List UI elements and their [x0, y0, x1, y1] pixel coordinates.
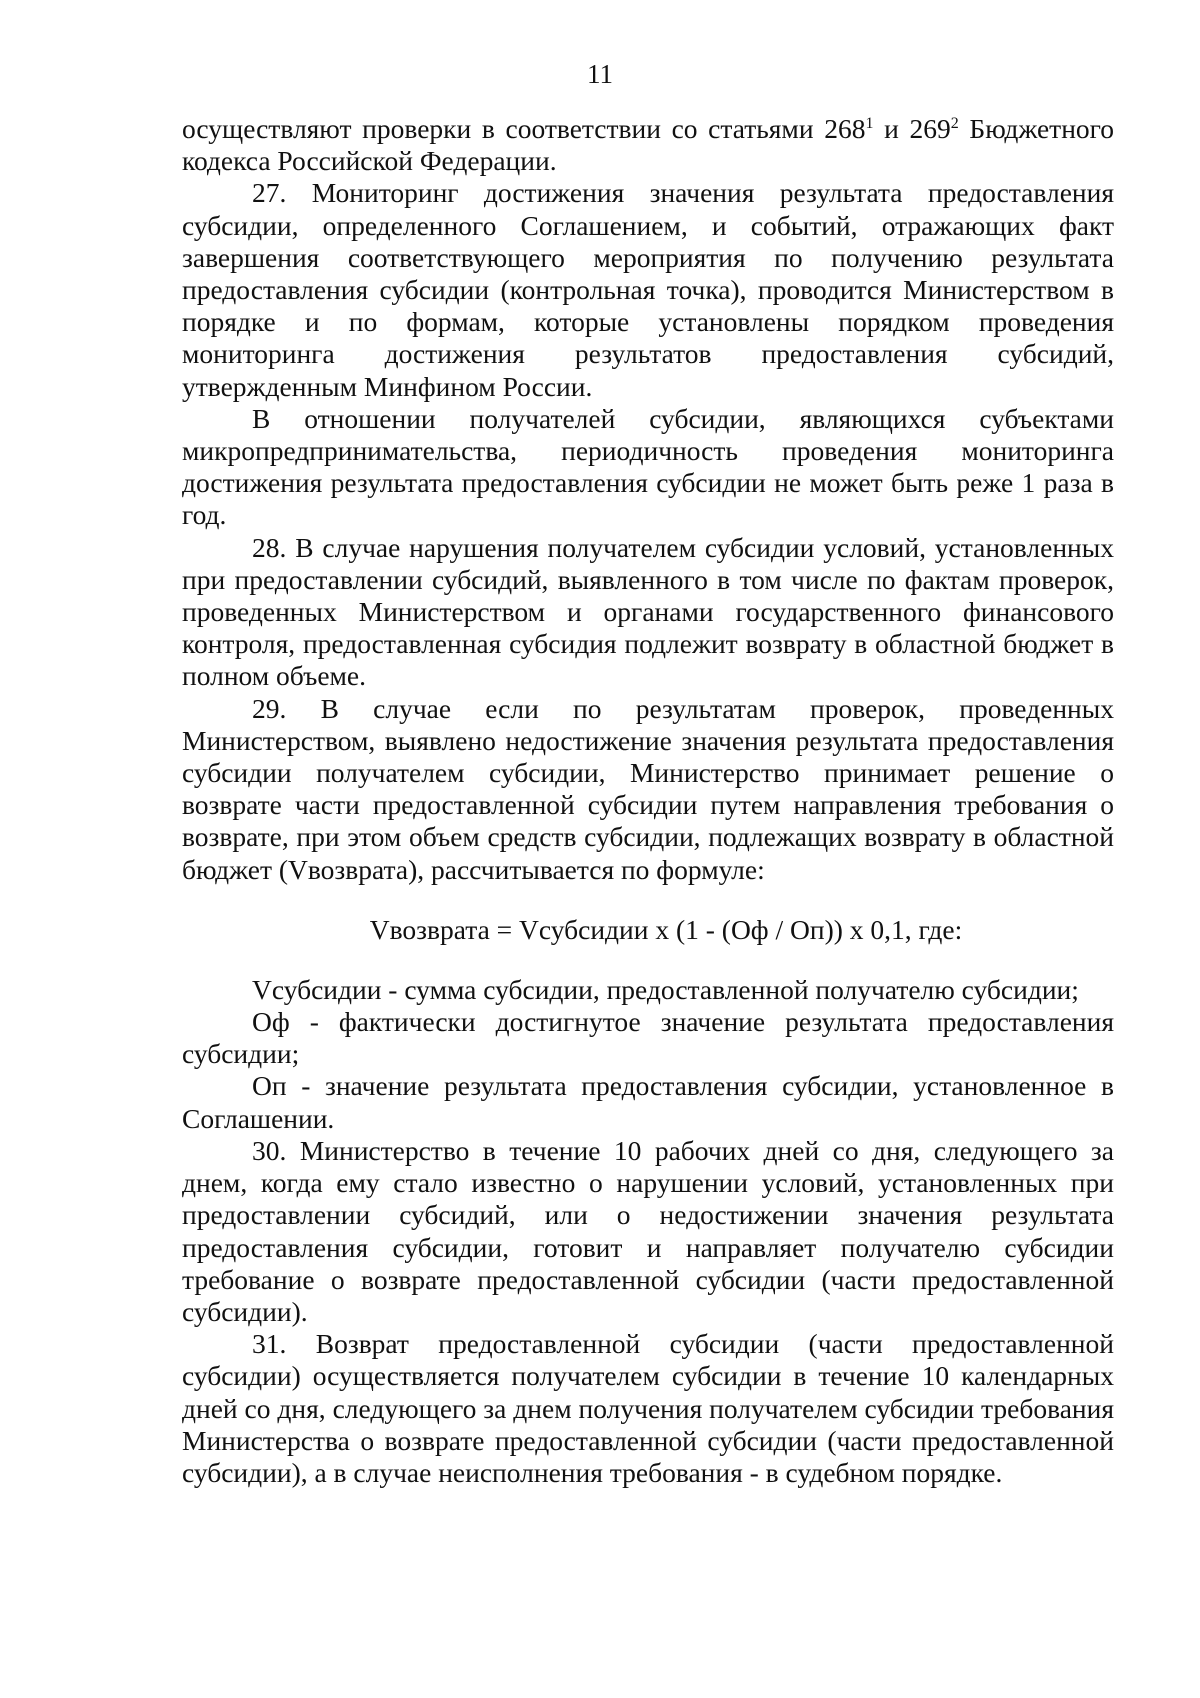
paragraph-29: 29. В случае если по результатам проверок, проведенных Министерством, выявлено недостижение значения результата предоставления субсидии получателем субсидии, Министерство принимает решение о возврате части предоставленной субсидии путем направления требования о возврате, при этом объем средств субсидии, подлежащих возврату в областной бюджет (Vвозврата), рассчитывается по формуле: [182, 692, 1114, 885]
paragraph-30: 30. Министерство в течение 10 рабочих дней со дня, следующего за днем, когда ему стало известно о нарушении условий, установленных при предоставлении субсидий, или о недостижении значения результата предоставления субсидии, готовит и направляет получателю субсидии требование о возврате предоставленной субсидии (части предоставленной субсидии). [182, 1134, 1114, 1327]
document-body [182, 113, 1114, 1489]
intro-text-a: осуществляют проверки в соответствии со статьями 268 [182, 113, 866, 144]
footnote-sup-2: 2 [950, 114, 959, 132]
definition-of: Оф - фактически достигнутое значение результата предоставления субсидии; [182, 1006, 1114, 1070]
formula: Vвозврата = Vсубсидии x (1 - (Оф / Оп)) x 0,1, где: [369, 913, 963, 945]
paragraph-27-micro: В отношении получателей субсидии, являющихся субъектами микропредпринимательства, периодичность проведения мониторинга достижения результата предоставления субсидии не может быть реже 1 раза в год. [182, 402, 1114, 531]
paragraph-28: 28. В случае нарушения получателем субсидии условий, установленных при предоставлении субсидий, выявленного в том числе по фактам проверок, проведенных Министерством и органами государственного финансового контроля, предоставленная субсидия подлежит возврату в областной бюджет в полном объеме. [182, 531, 1114, 692]
intro-text-c: Бюджетного кодекса Российской Федерации. [182, 113, 1115, 177]
footnote-sup-1: 1 [865, 114, 874, 132]
definition-v-subsidy: Vсубсидии - сумма субсидии, предоставленной получателю субсидии; [252, 973, 1079, 1005]
paragraph-27: 27. Мониторинг достижения значения результата предоставления субсидии, определенного Соглашением, и событий, отражающих факт завершения соответствующего мероприятия по получению результата предоставления субсидии (контрольная точка), проводится Министерством в порядке и по формам, которые установлены порядком проведения мониторинга достижения результатов предоставления субсидий, утвержденным Минфином России. [182, 177, 1114, 402]
paragraph-intro [182, 113, 1114, 177]
intro-text-b: и 269 [873, 113, 951, 144]
paragraph-31: 31. Возврат предоставленной субсидии (части предоставленной субсидии) осуществляется получателем субсидии в течение 10 календарных дней со дня, следующего за днем получения получателем субсидии требования Министерства о возврате предоставленной субсидии (части предоставленной субсидии), а в случае неисполнения требования - в судебном порядке. [182, 1328, 1114, 1488]
definition-op: Оп - значение результата предоставления субсидии, установленное в Соглашении. [182, 1070, 1114, 1134]
page-number: 11 [587, 59, 613, 89]
